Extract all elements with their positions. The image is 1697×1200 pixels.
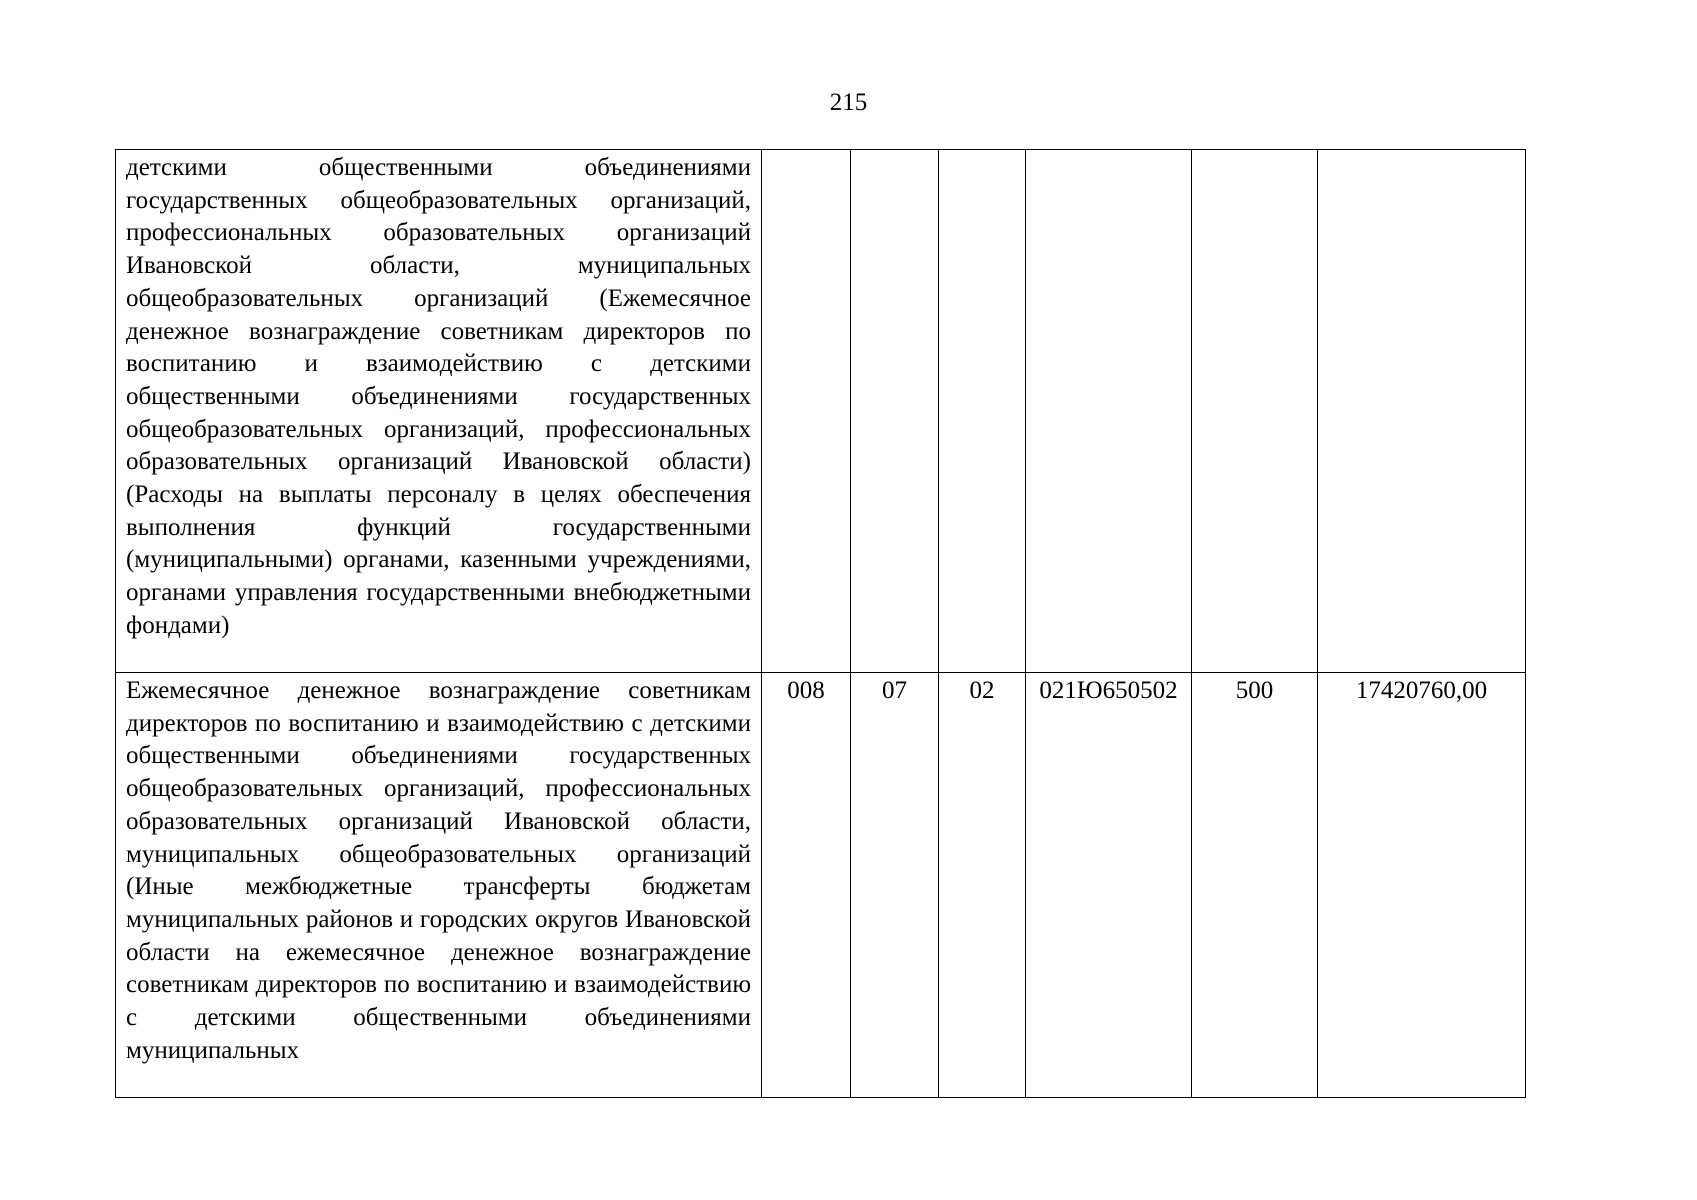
amount-cell: 17420760,00 bbox=[1318, 673, 1526, 1098]
ministry-code-cell bbox=[762, 150, 851, 673]
target-article-cell: 021Ю650502 bbox=[1026, 673, 1192, 1098]
table-row bbox=[116, 673, 1526, 1098]
expense-description-tail: фондами) bbox=[126, 611, 230, 639]
expense-description-cell bbox=[116, 673, 762, 1098]
budget-table bbox=[115, 149, 1526, 1098]
target-article-cell bbox=[1026, 150, 1192, 673]
expense-description: Ежемесячное денежное вознаграждение советникам директоров по воспитанию и взаимодействию с детскими общественными объединениями государственных общеобразовательных организаций, профессиональных образовательных организаций Ивановской области, муниципальных общеобразовательных организаций (Иные межбюджетные трансферты бюджетам муниципальных районов и городских округов Ивановской области на ежемесячное денежное вознаграждение советникам директоров по воспитанию и взаимодействию с детскими общественными объединениями муниципальных bbox=[126, 677, 751, 1064]
expense-description: детскими общественными объединениями государственных общеобразовательных организаций, профессиональных образовательных организаций Ивановской области, муниципальных общеобразовательных организаций (Ежемесячное денежное вознаграждение советникам директоров по воспитанию и взаимодействию с детскими общественными объединениями государственных общеобразовательных организаций, профессиональных образовательных организаций Ивановской области) (Расходы на выплаты персоналу в целях обеспечения выполнения функций государственными (муниципальными) органами, казенными учреждениями, органами управления государственными внебюджетными bbox=[126, 154, 751, 607]
page-number: 215 bbox=[829, 89, 868, 116]
subsection-code-cell: 02 bbox=[939, 673, 1026, 1098]
section-code-cell bbox=[851, 150, 939, 673]
amount-cell bbox=[1318, 150, 1526, 673]
expense-description-cell bbox=[116, 150, 762, 673]
table-row bbox=[116, 150, 1526, 673]
section-code-cell: 07 bbox=[851, 673, 939, 1098]
ministry-code-cell: 008 bbox=[762, 673, 851, 1098]
expense-type-cell: 500 bbox=[1192, 673, 1318, 1098]
expense-type-cell bbox=[1192, 150, 1318, 673]
subsection-code-cell bbox=[939, 150, 1026, 673]
